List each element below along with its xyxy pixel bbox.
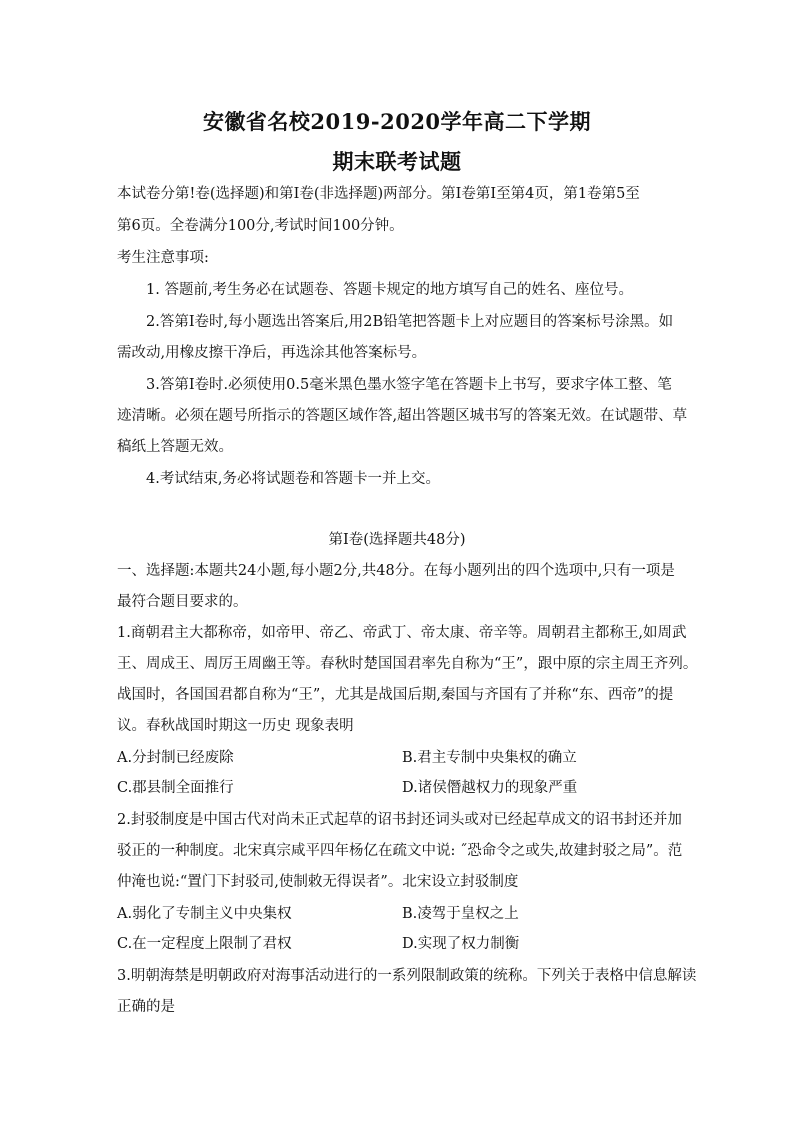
notes-heading: 考生注意事项: [117, 250, 209, 266]
section-instruction-line-2: 最符合题目要求的。 [117, 594, 248, 610]
question-1-option-b: B.君主专制中央集权的确立 [402, 750, 577, 766]
section-heading: 第Ⅰ卷(选择题共48分) [328, 532, 466, 548]
page-title: 安徽省名校2019-2020学年高二下学期 [202, 109, 592, 134]
notes-item-1: 1. 答题前,考生务必在试题卷、答题卡规定的地方填写自己的姓名、座位号。 [146, 282, 634, 298]
intro-line-1: 本试卷分第!卷(选择题)和第Ⅰ卷(非选择题)两部分。第Ⅰ卷第Ⅰ至第4页，第1卷第5至 [117, 186, 640, 202]
section-instruction-line-1: 一、选择题:本题共24小题,每小题2分,共48分。在每小题列出的四个选项中,只有一项是 [117, 563, 675, 579]
notes-item-4: 4.考试结束,务必将试题卷和答题卡一并上交。 [146, 471, 440, 487]
notes-item-2-line-2: 需改动,用橡皮擦干净后，再选涂其他答案标号。 [117, 345, 427, 361]
question-1-option-a: A.分封制已经废除 [117, 750, 234, 766]
question-3-stem-line-1: 3.明朝海禁是明朝政府对海事活动进行的一系列限制政策的统称。下列关于表格中信息解读 [117, 968, 697, 984]
question-2-stem-line-1: 2.封驳制度是中国古代对尚未正式起草的诏书封还词头或对已经起草成文的诏书封还并加 [117, 812, 682, 828]
notes-item-3-line-3: 稿纸上答题无效。 [117, 439, 233, 455]
notes-item-3-line-1: 3.答第Ⅰ卷时.必须使用0.5毫米黑色墨水签字笔在答题卡上书写，要求字体工整、笔 [146, 377, 672, 393]
question-1-stem-line-1: 1.商朝君主大都称帝，如帝甲、帝乙、帝武丁、帝太康、帝辛等。周朝君主都称王,如周武 [117, 625, 687, 641]
question-2-stem-line-2: 驳正的一种制度。北宋真宗咸平四年杨亿在疏文中说: ˝恐命令之或失,故建封驳之局”。范 [117, 843, 683, 859]
question-1-stem-line-2: 王、周成王、周厉王周幽王等。春秋时楚国国君率先自称为“王”，跟中原的宗主周王齐列。 [117, 656, 698, 672]
question-2-option-a: A.弱化了专制主义中央集权 [117, 906, 292, 922]
question-2-stem-line-3: 仲淹也说:“置门下封驳司,使制敕无得误者”。北宋设立封驳制度 [117, 874, 519, 890]
question-1-stem-line-4: 议。春秋战国时期这一历史 现象表明 [117, 718, 354, 734]
page-subtitle: 期末联考试题 [332, 149, 462, 174]
question-1-option-d: D.诸侯僭越权力的现象严重 [402, 780, 578, 796]
question-2-option-b: B.凌驾于皇权之上 [402, 906, 519, 922]
intro-line-2: 第6页。全卷满分100分,考试时间100分钟。 [117, 218, 404, 234]
question-2-option-c: C.在一定程度上限制了君权 [117, 936, 292, 952]
question-2-option-d: D.实现了权力制衡 [402, 936, 520, 952]
question-1-option-c: C.郡县制全面推行 [117, 780, 234, 796]
notes-item-3-line-2: 迹清晰。必须在题号所指示的答题区域作答,超出答题区城书写的答案无效。在试题带、草 [117, 408, 688, 424]
notes-item-2-line-1: 2.答第Ⅰ卷时,每小题选出答案后,用2B铅笔把答题卡上对应题目的答案标号涂黑。如 [146, 314, 674, 330]
question-1-stem-line-3: 战国时，各国国君都自称为“王”，尤其是战国后期,秦国与齐国有了并称“东、西帝”的提 [117, 687, 674, 703]
question-3-stem-line-2: 正确的是 [117, 999, 175, 1015]
